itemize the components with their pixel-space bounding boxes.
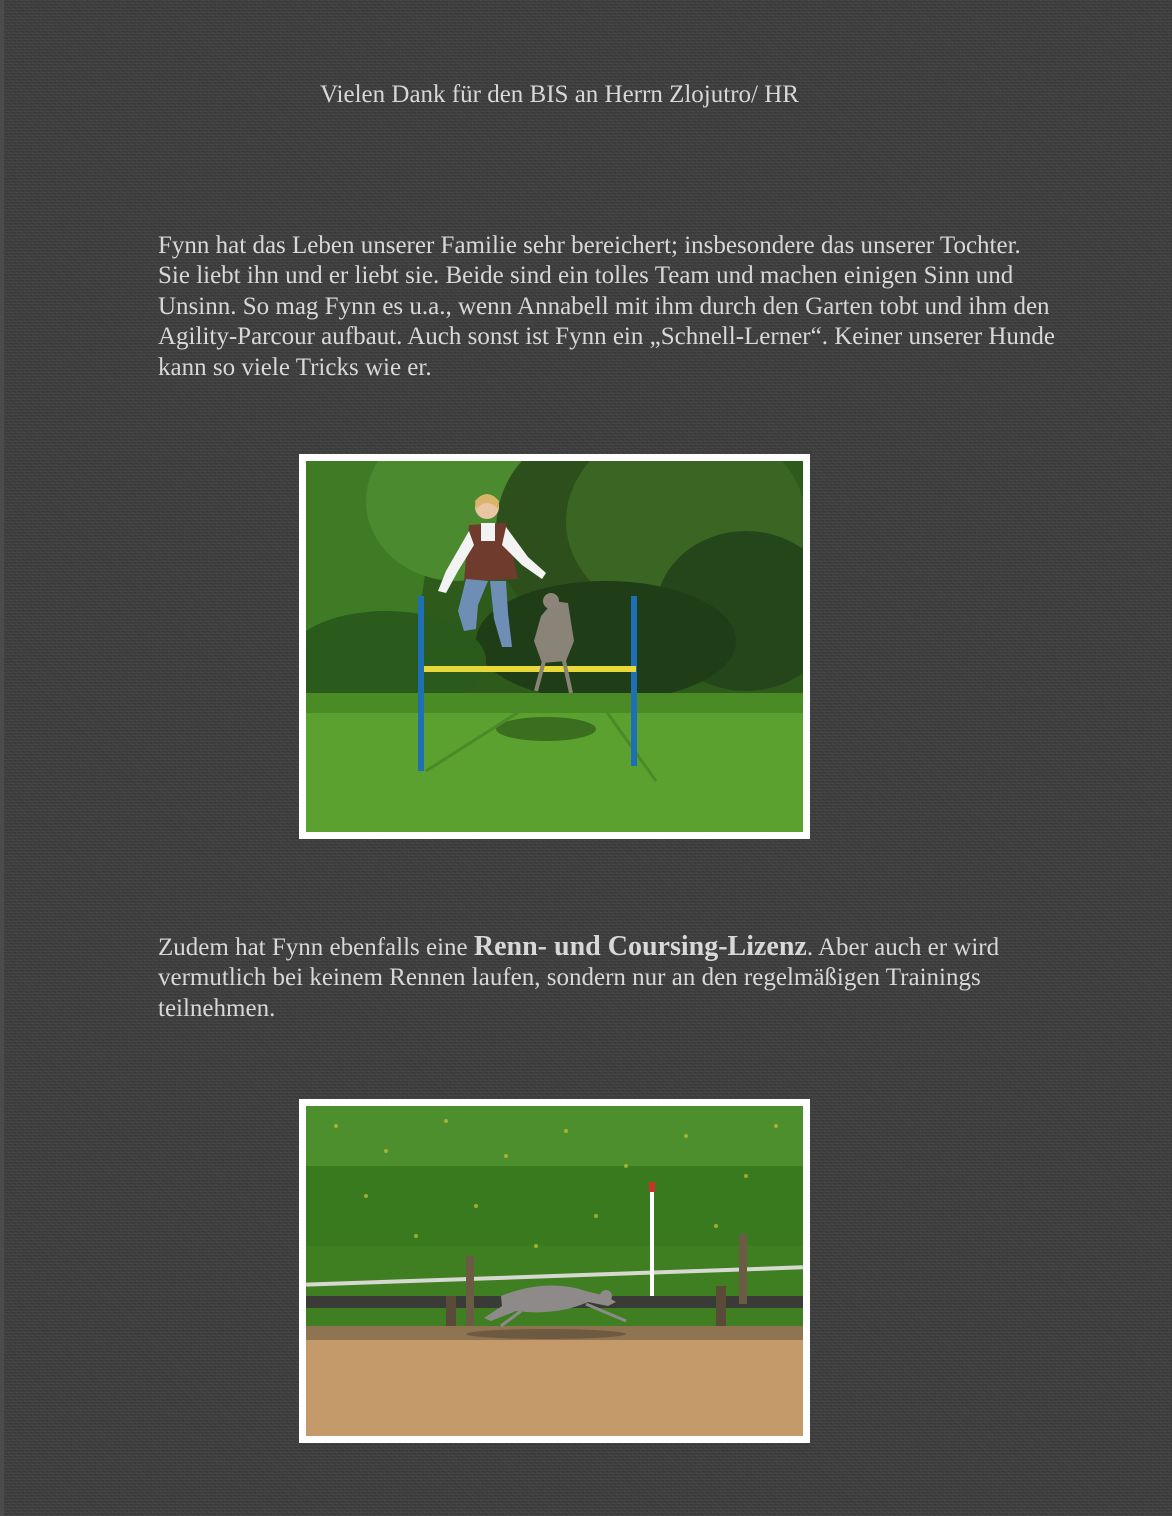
page-heading: Vielen Dank für den BIS an Herrn Zlojutro/ HR bbox=[320, 81, 799, 108]
license-highlight: Renn- und Coursing-Lizenz bbox=[473, 931, 807, 962]
intro-paragraph bbox=[158, 231, 1058, 383]
intro-paragraph-text: Fynn hat das Leben unserer Familie sehr bereichert; insbesondere das unserer Tochter. Sie liebt ihn und er liebt sie. Beide sind ein tolles Team und machen einigen Sinn und Unsinn. So mag Fynn es u.a., wenn Annabell mit ihm durch den Garten tobt und ihm den Agility-Parcour aufbaut. Auch sonst ist Fynn ein „Schnell-Lerner“. Keiner unserer Hunde kann so viele Tricks wie er. bbox=[158, 232, 1055, 381]
license-paragraph-text bbox=[158, 932, 1058, 1024]
license-text-after: . Aber auch er wird vermutlich bei keinem Rennen laufen, sondern nur an den regelmäßigen Trainings teilnehmen. bbox=[158, 934, 1000, 1022]
license-paragraph bbox=[158, 932, 1058, 1024]
agility-photo bbox=[299, 454, 810, 839]
license-text-before: Zudem hat Fynn ebenfalls eine bbox=[158, 934, 474, 961]
coursing-photo-image bbox=[306, 1106, 803, 1436]
agility-photo-image bbox=[306, 461, 803, 832]
coursing-photo bbox=[299, 1099, 810, 1443]
page-left-edge bbox=[0, 0, 4, 1516]
